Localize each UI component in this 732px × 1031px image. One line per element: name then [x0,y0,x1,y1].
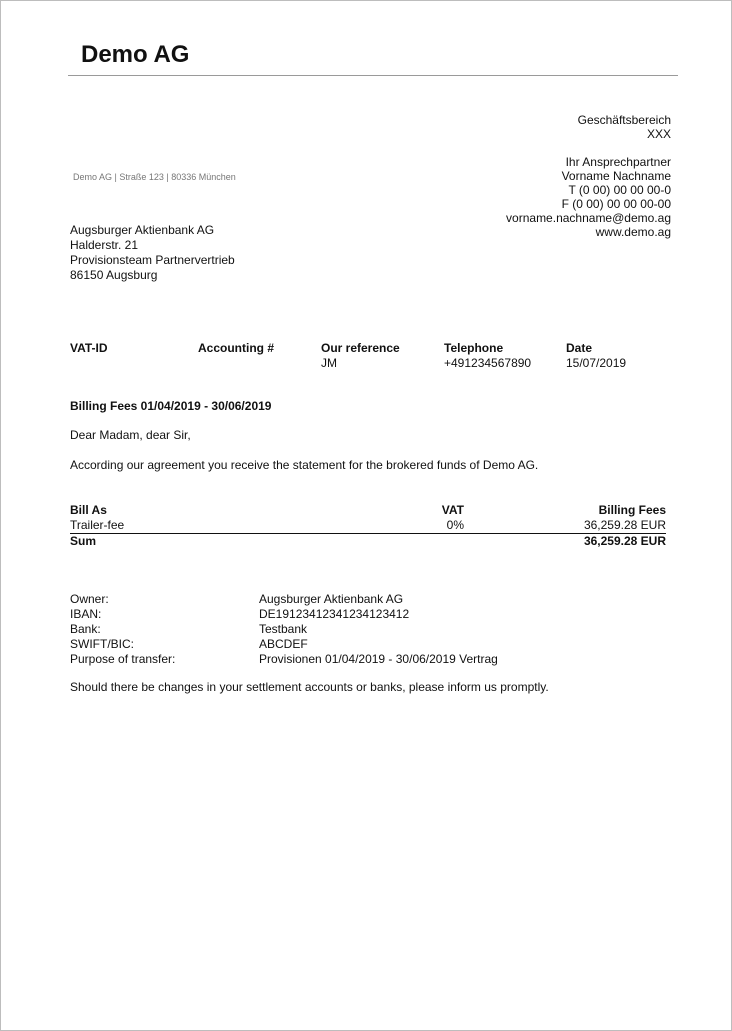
bank-row-swift [70,637,570,652]
partner-label: Ihr Ansprechpartner [565,155,671,169]
phone-number: T (0 00) 00 00 00-0 [568,183,671,197]
bank-label: Owner: [70,592,109,606]
vat-cell: 0% [446,518,464,532]
table-row [70,518,666,534]
sum-row [70,534,666,549]
company-title: Demo AG [81,41,190,68]
ref-column-our-reference [321,341,441,371]
ref-header: Our reference [321,341,400,355]
vat-header: VAT [441,503,464,517]
letter-greeting: Dear Madam, dear Sir, [70,428,191,442]
ref-column-date [566,341,686,371]
bill-as-cell: Trailer-fee [70,518,125,532]
recipient-line: 86150 Augsburg [70,268,158,282]
bank-row-bank [70,622,570,637]
fax-number: F (0 00) 00 00 00-00 [561,197,671,211]
bank-value: Testbank [259,622,308,636]
recipient-line: Halderstr. 21 [70,238,139,252]
letter-subject: Billing Fees 01/04/2019 - 30/06/2019 [70,399,272,413]
header-divider [68,75,678,76]
letter-intro: According our agreement you receive the statement for the brokered funds of Demo AG. [70,458,539,472]
bank-row-purpose [70,652,570,667]
contact-block [506,113,671,239]
ref-header: VAT-ID [70,341,108,355]
recipient-line: Provisionsteam Partnervertrieb [70,253,235,267]
ref-value [70,356,190,371]
bank-details [70,592,570,667]
ref-value: 15/07/2019 [566,356,627,370]
sum-label: Sum [70,534,97,548]
ref-value: +491234567890 [444,356,532,370]
division-label: Geschäftsbereich [577,113,671,127]
bank-label: Purpose of transfer: [70,652,176,666]
ref-header: Telephone [444,341,504,355]
bank-row-iban [70,607,570,622]
bill-as-header: Bill As [70,503,107,517]
bank-value: DE19123412341234123412 [259,607,410,621]
billing-table [70,503,666,549]
sender-line: Demo AG | Straße 123 | 80336 München [73,172,236,182]
ref-column-accounting [198,341,318,371]
billing-header-row [70,503,666,518]
ref-value [198,356,318,371]
partner-name: Vorname Nachname [561,169,671,183]
bank-label: SWIFT/BIC: [70,637,134,651]
bank-row-owner [70,592,570,607]
website: www.demo.ag [595,225,671,239]
bank-label: IBAN: [70,607,102,621]
division-value: XXX [646,127,671,141]
bank-value: Provisionen 01/04/2019 - 30/06/2019 Vertrag [259,652,498,666]
sum-value: 36,259.28 EUR [583,534,666,548]
ref-value: JM [321,356,337,370]
bank-value: Augsburger Aktienbank AG [259,592,404,606]
billing-fees-header: Billing Fees [598,503,666,517]
ref-column-telephone [444,341,564,371]
billing-fees-cell: 36,259.28 EUR [583,518,666,532]
ref-header: Date [566,341,593,355]
email-address: vorname.nachname@demo.ag [506,211,671,225]
recipient-address [70,223,235,283]
ref-header: Accounting # [198,341,275,355]
closing-note: Should there be changes in your settlement accounts or banks, please inform us promptly. [70,680,549,694]
bank-value: ABCDEF [259,637,308,651]
ref-column-vat-id [70,341,190,371]
bank-label: Bank: [70,622,101,636]
recipient-line: Augsburger Aktienbank AG [70,223,215,237]
